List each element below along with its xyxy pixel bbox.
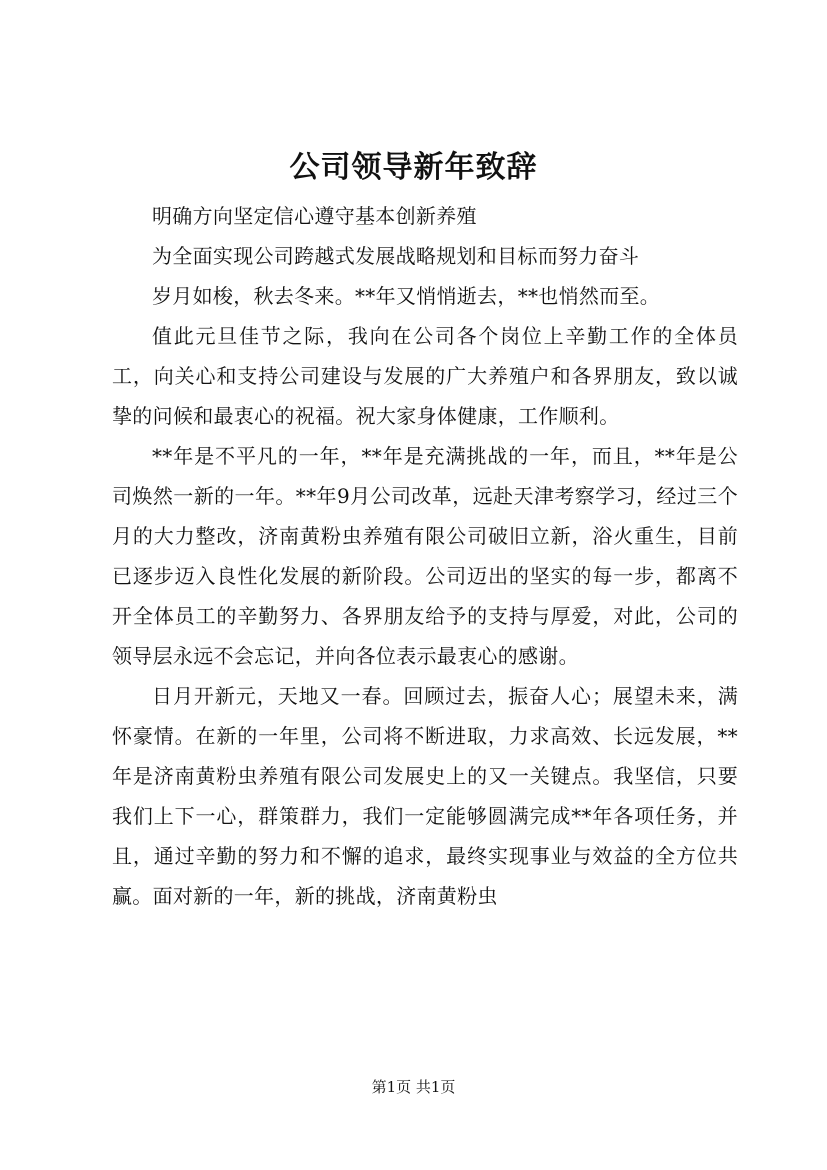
paragraph-outlook: 日月开新元，天地又一春。回顾过去，振奋人心；展望未来，满怀豪情。在新的一年里，公司将不断进取，力求高效、长远发展，**年是济南黄粉虫养殖有限公司发展史上的又一关键点。我坚信，只要我们上下一心，群策群力，我们一定能够圆满完成**年各项任务，并且，通过辛勤的努力和不懈的追求，最终实现事业与效益的全方位共赢。面对新的一年，新的挑战，济南黄粉虫 (112, 684, 738, 908)
document-body (112, 196, 738, 916)
subtitle-line-1: 明确方向坚定信心遵守基本创新养殖 (152, 204, 477, 228)
subtitle-line-2: 为全面实现公司跨越式发展战略规划和目标而努力奋斗 (152, 244, 640, 268)
subtitle-line-3: 岁月如梭，秋去冬来。**年又悄悄逝去，**也悄然而至。 (152, 284, 661, 308)
document-title: 公司领导新年致辞 (289, 150, 538, 185)
page-number-footer: 第1页 共1页 (371, 1078, 456, 1096)
paragraph-greeting: 值此元旦佳节之际，我向在公司各个岗位上辛勤工作的全体员工，向关心和支持公司建设与发展的广大养殖户和各界朋友，致以诚挚的问候和最衷心的祝福。祝大家身体健康，工作顺利。 (112, 324, 738, 428)
paragraph-review: **年是不平凡的一年，**年是充满挑战的一年，而且，**年是公司焕然一新的一年。**年9月公司改革，远赴天津考察学习，经过三个月的大力整改，济南黄粉虫养殖有限公司破旧立新，浴火重生，目前已逐步迈入良性化发展的新阶段。公司迈出的坚实的每一步，都离不开全体员工的辛勤努力、各界朋友给予的支持与厚爱，对此，公司的领导层永远不会忘记，并向各位表示最衷心的感谢。 (112, 444, 738, 668)
